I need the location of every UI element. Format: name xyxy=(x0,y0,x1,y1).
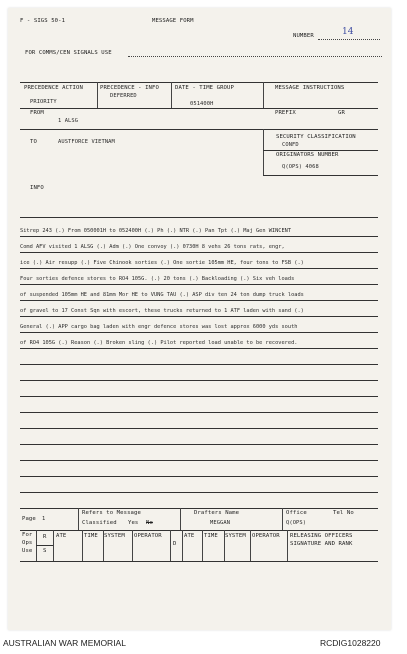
message-line-6: of gravel to 17 Const Sqn with escort, these trucks returned to 1 ATF laden with sand (.) xyxy=(20,308,304,314)
message-line-7: General (.) APP cargo bag laden with engr defence stores was lost approx 6000 yds south xyxy=(20,324,298,330)
tel-label: Tel No xyxy=(333,510,354,516)
msg-rule-17 xyxy=(20,492,378,493)
precedence-action-label: PRECEDENCE ACTION xyxy=(24,85,83,91)
ops-div-4 xyxy=(132,530,133,561)
msg-rule-5 xyxy=(20,300,378,301)
msg-rule-3 xyxy=(20,268,378,269)
msg-rule-13 xyxy=(20,428,378,429)
ops-div-6 xyxy=(182,530,183,561)
info-label: INFO xyxy=(30,185,44,191)
msg-rule-7 xyxy=(20,332,378,333)
bottom-box-mid xyxy=(20,530,378,531)
bottom-div-2 xyxy=(180,508,181,530)
ops-rs-rule xyxy=(36,545,53,546)
header-divider-2 xyxy=(171,82,172,108)
col-operator-left: OPERATOR xyxy=(134,533,162,539)
msg-rule-8 xyxy=(20,348,378,349)
message-line-1: Sitrep 243 (.) From 050001H to 052400H (.) Ph (.) NTR (.) Pan Tpt (.) Maj Gen WINCENT xyxy=(20,228,292,234)
col-time-left: TIME xyxy=(84,533,98,539)
col-r: R xyxy=(43,534,47,540)
refers-label: Refers to Message xyxy=(82,510,141,516)
date-time-label: DATE - TIME GROUP xyxy=(175,85,234,91)
msg-rule-12 xyxy=(20,412,378,413)
ops-div-5 xyxy=(170,530,171,561)
signature-rank-label: SIGNATURE AND RANK xyxy=(290,541,353,547)
msg-rule-9 xyxy=(20,364,378,365)
originators-value: Q(OPS) 4068 xyxy=(282,164,319,170)
col-system-left: SYSTEM xyxy=(104,533,125,539)
col-time-right: TIME xyxy=(204,533,218,539)
number-handwritten: 14 xyxy=(342,27,354,37)
gr-label: GR xyxy=(338,110,345,116)
bottom-div-1 xyxy=(78,508,79,530)
precedence-info-value: DEFERRED xyxy=(110,93,137,99)
page-label: Page xyxy=(22,516,36,522)
col-date-left: ATE xyxy=(56,533,67,539)
col-date-right: ATE xyxy=(184,533,195,539)
to-label: TO xyxy=(30,139,37,145)
instructions-label: MESSAGE INSTRUCTIONS xyxy=(275,85,345,91)
security-box-mid xyxy=(263,150,378,151)
releasing-officers-label: RELEASING OFFICERS xyxy=(290,533,353,539)
message-line-8: of RO4 105G (.) Reason (.) Broken sling (.) Pilot reported load unable to be recovered. xyxy=(20,340,298,346)
page-value: 1 xyxy=(42,516,46,522)
from-bottom-rule xyxy=(20,129,378,130)
comms-dotted-line xyxy=(128,56,382,57)
bottom-box-top xyxy=(20,508,378,509)
security-box-bottom xyxy=(263,175,378,176)
message-line-2: Comd AFV visited 1 ALSG (.) Adm (.) One convoy (.) 0730H 8 vehs 26 tons rats, engr, xyxy=(20,244,285,250)
ops-div-9 xyxy=(250,530,251,561)
precedence-info-label: PRECEDENCE - INFO xyxy=(100,85,159,91)
ops-div-7 xyxy=(202,530,203,561)
msg-rule-14 xyxy=(20,444,378,445)
header-top-rule xyxy=(20,82,378,83)
drafters-value: MEGGAN xyxy=(210,520,231,526)
header-divider-3 xyxy=(263,82,264,108)
for-ops-use-2: Ops xyxy=(22,540,33,546)
number-dotted-line xyxy=(318,39,380,40)
originators-label: ORIGINATORS NUMBER xyxy=(276,152,339,158)
bottom-box-bottom xyxy=(20,561,378,562)
msg-rule-16 xyxy=(20,476,378,477)
msg-rule-2 xyxy=(20,252,378,253)
from-value: 1 ALSG xyxy=(58,118,79,124)
security-box-left xyxy=(263,129,264,175)
for-ops-use-3: Use xyxy=(22,548,33,554)
msg-rule-0 xyxy=(20,217,378,218)
date-time-value: 051400H xyxy=(190,101,214,107)
msg-rule-10 xyxy=(20,380,378,381)
number-label: NUMBER xyxy=(293,33,314,39)
comms-label: FOR COMMS/CEN SIGNALS USE xyxy=(25,50,112,56)
msg-rule-15 xyxy=(20,460,378,461)
for-ops-use-1: For xyxy=(22,532,33,538)
footer-record-id: RCDIG1028220 xyxy=(320,638,381,648)
classified-no: No xyxy=(146,520,153,526)
form-code: F - SIGS 50-1 xyxy=(20,18,66,24)
bottom-div-3 xyxy=(282,508,283,530)
col-system-right: SYSTEM xyxy=(225,533,246,539)
col-d: D xyxy=(173,541,177,547)
footer-institution: AUSTRALIAN WAR MEMORIAL xyxy=(3,638,126,648)
classified-yes: Yes xyxy=(128,520,139,526)
col-operator-right: OPERATOR xyxy=(252,533,280,539)
classified-label: Classified xyxy=(82,520,117,526)
msg-rule-1 xyxy=(20,236,378,237)
security-label: SECURITY CLASSIFICATION xyxy=(276,134,356,140)
msg-rule-11 xyxy=(20,396,378,397)
msg-rule-6 xyxy=(20,316,378,317)
header-mid-rule xyxy=(20,108,378,109)
from-label: FROM xyxy=(30,110,44,116)
drafters-label: Drafters Name xyxy=(194,510,240,516)
form-title: MESSAGE FORM xyxy=(152,18,194,24)
to-value: AUSTFORCE VIETNAM xyxy=(58,139,115,145)
message-line-4: Four sorties defence stores to RO4 105G. (.) 20 tons (.) Backloading (.) Six veh loads xyxy=(20,276,295,282)
header-divider-1 xyxy=(97,82,98,108)
message-line-3: ice (.) Air resupp (.) Five Chinook sorties (.) One sortie 105mm HE, four tons to FSB (.) xyxy=(20,260,304,266)
office-label: Office xyxy=(286,510,307,516)
precedence-action-value: PRIORITY xyxy=(30,99,57,105)
ops-div-1 xyxy=(53,530,54,561)
ops-div-2 xyxy=(82,530,83,561)
office-value: Q(OPS) xyxy=(286,520,307,526)
col-s: S xyxy=(43,548,47,554)
security-value: CONFD xyxy=(282,142,299,148)
prefix-label: PREFIX xyxy=(275,110,296,116)
msg-rule-4 xyxy=(20,284,378,285)
message-line-5: of suspended 105mm HE and 81mm Mor HE to VUNG TAU (.) ASP div ten 24 ton dump truck loads xyxy=(20,292,304,298)
ops-div-10 xyxy=(287,530,288,561)
